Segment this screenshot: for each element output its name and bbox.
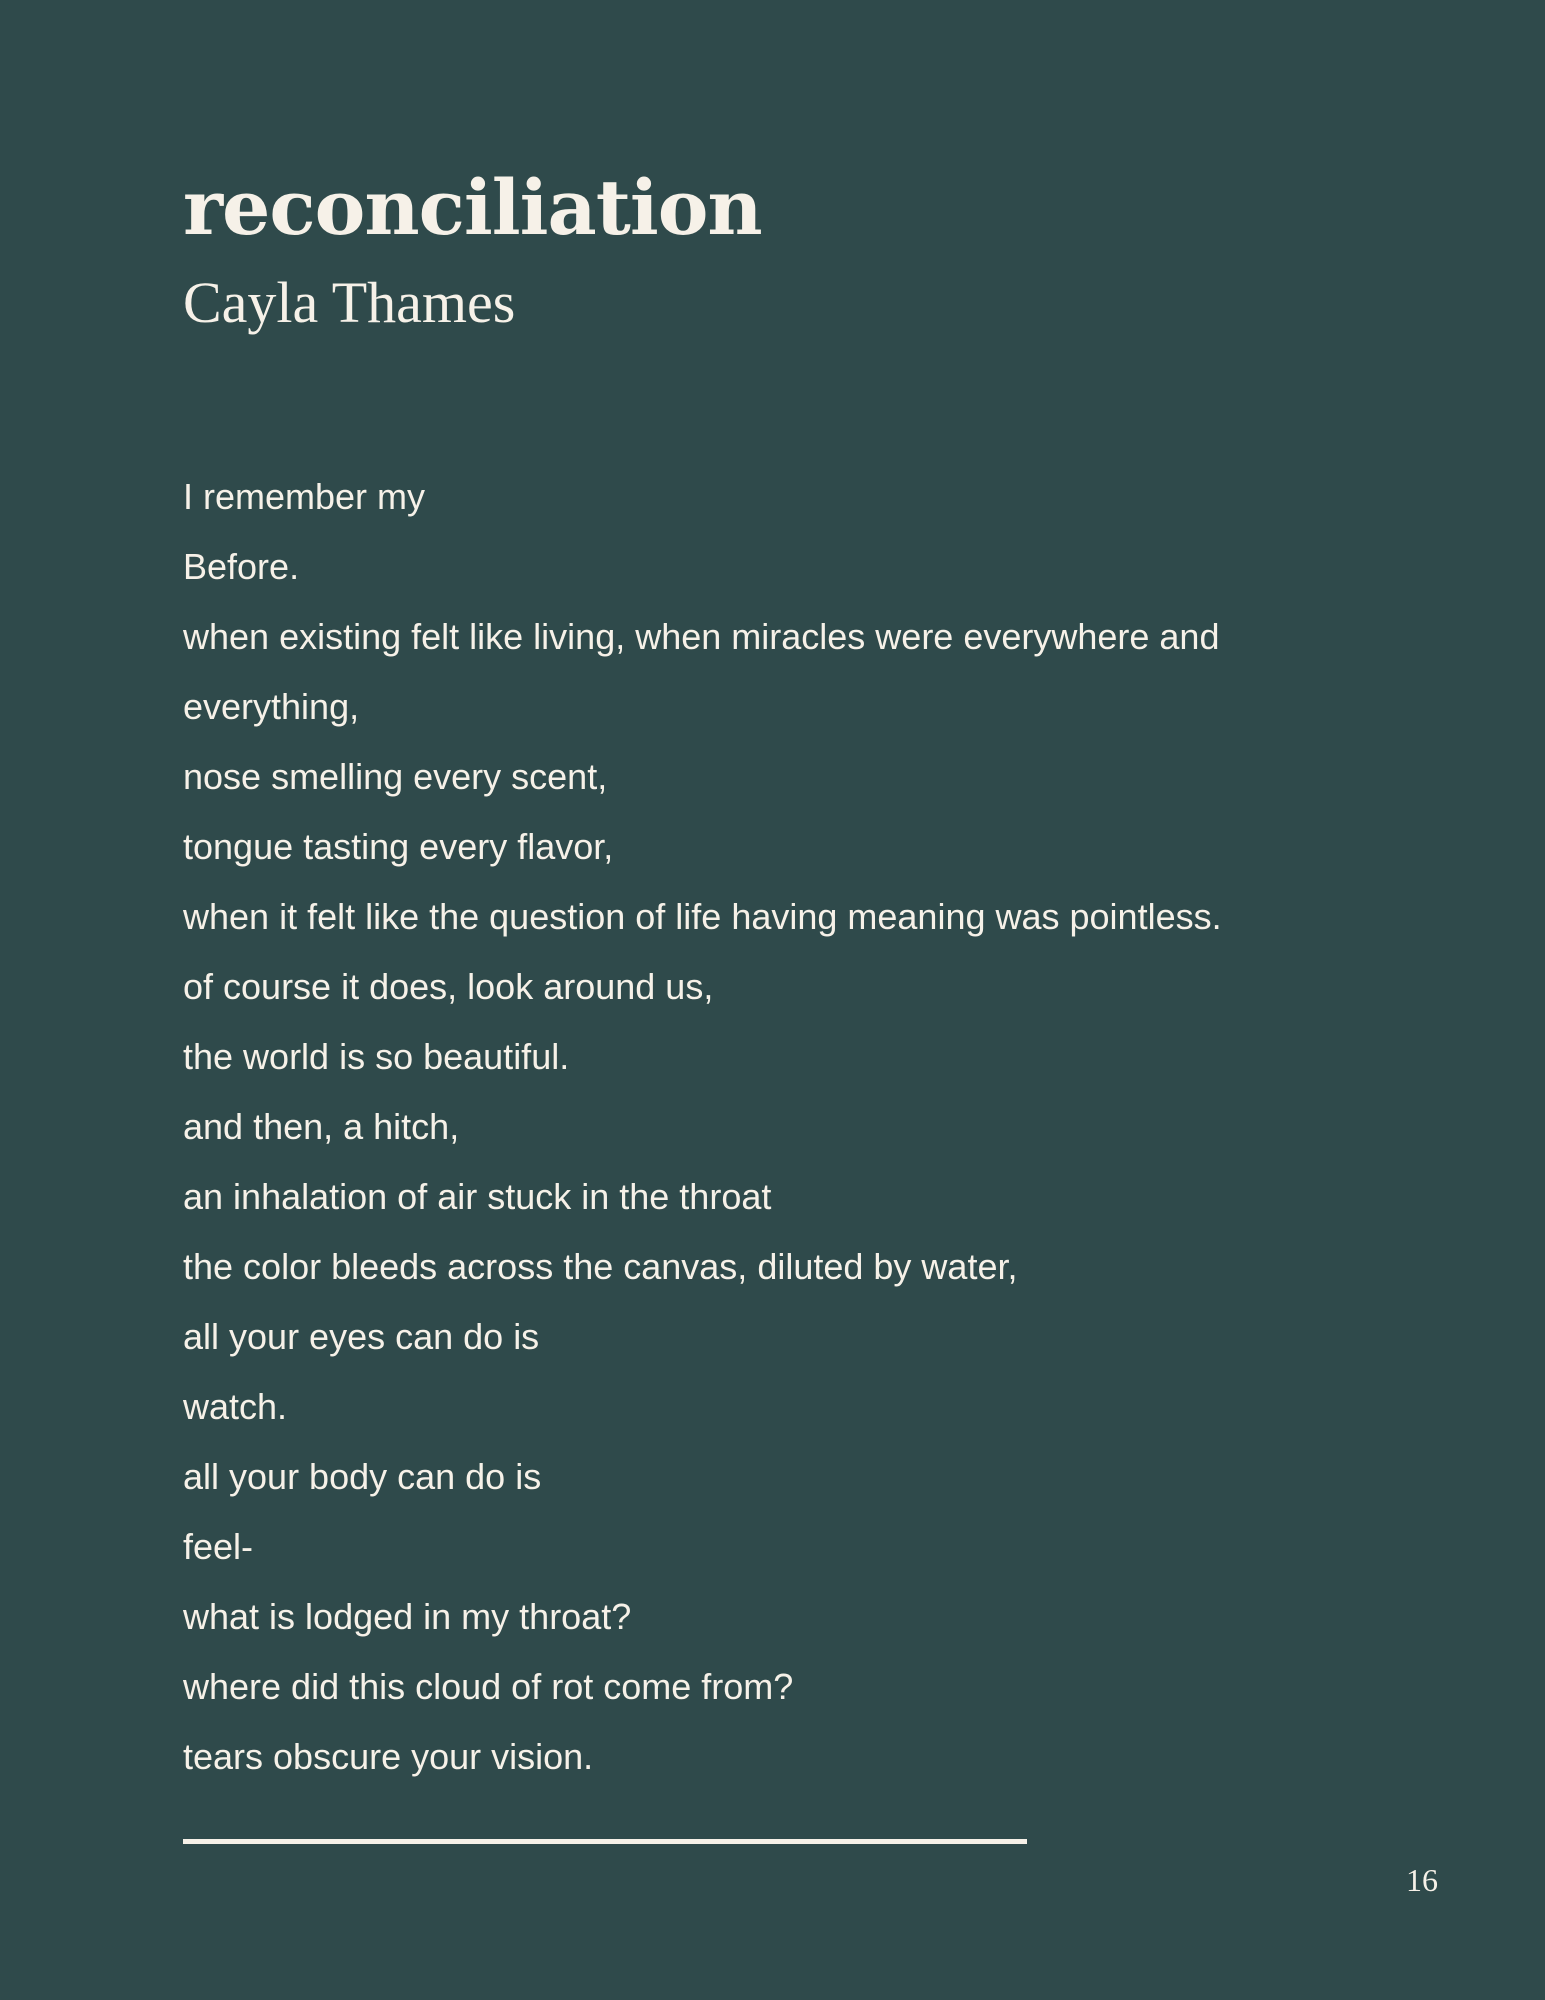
poem-line: feel- [183,1526,254,1567]
poem-line: all your eyes can do is [183,1316,540,1357]
poem-line: nose smelling every scent, [183,756,608,797]
poem-body [183,462,1383,1792]
poem-line: what is lodged in my throat? [183,1596,632,1637]
poem-line: the color bleeds across the canvas, diluted by water, [183,1246,1018,1287]
poem-line: an inhalation of air stuck in the throat [183,1176,772,1217]
poem-line: tears obscure your vision. [183,1736,594,1777]
poem-line: tongue tasting every flavor, [183,826,614,867]
poem-line: all your body can do is [183,1456,542,1497]
poem-title: reconciliation [183,163,762,252]
poem-line: where did this cloud of rot come from? [183,1666,794,1707]
poem-line: Before. [183,546,300,587]
page-number: 16 [1406,1862,1438,1898]
poem-line: when it felt like the question of life having meaning was pointless. [183,896,1222,937]
poem-line: I remember my [183,476,426,517]
poem-line: when existing felt like living, when miracles were everywhere and [183,616,1220,657]
poem-line: everything, [183,686,360,727]
poem-line: watch. [183,1386,288,1427]
divider-rule [183,1839,1027,1844]
poem-line: and then, a hitch, [183,1106,460,1147]
poem-line: of course it does, look around us, [183,966,714,1007]
poem-author: Cayla Thames [183,270,516,335]
poem-line: the world is so beautiful. [183,1036,570,1077]
